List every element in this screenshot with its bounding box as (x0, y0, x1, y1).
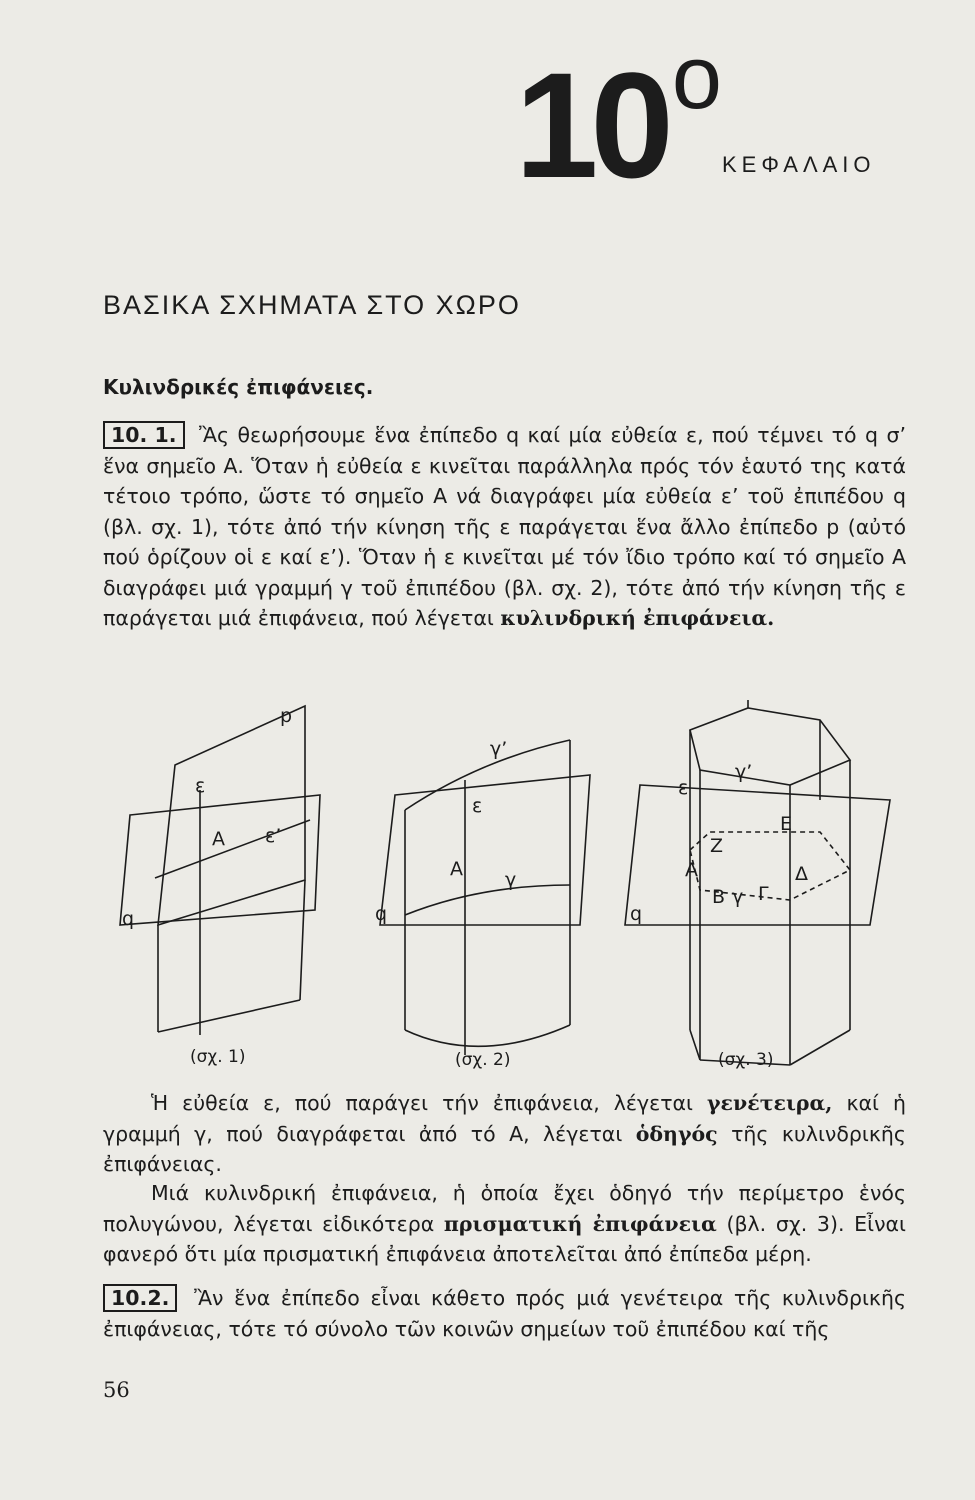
term-prismatic-surface: πρισματική ἐπιφάνεια (443, 1211, 717, 1236)
fig3-label-G: Γ (758, 883, 769, 905)
paragraph-number: 10.2. (103, 1284, 177, 1312)
fig2-curve-gamma-top (405, 740, 570, 810)
fig3-label-q: q (630, 903, 643, 925)
fig2-caption: (σχ. 2) (455, 1050, 511, 1070)
section-title: ΒΑΣΙΚΑ ΣΧΗΜΑΤΑ ΣΤΟ ΧΩΡΟ (103, 290, 521, 320)
fig3-label-Delta: Δ (795, 863, 808, 885)
chapter-degree: o (671, 28, 714, 128)
paragraph-number: 10. 1. (103, 421, 185, 449)
chapter-word: ΚΕΦΑΛΑΙΟ (722, 152, 876, 177)
chapter-number: 10$^o$ (515, 28, 714, 209)
fig1-label-e: ε (195, 775, 206, 797)
term-cylindrical-surface: κυλινδρική ἐπιφάνεια. (500, 606, 775, 630)
fig3-label-gamma-top: γ’ (735, 761, 753, 783)
fig3-label-B: Β (712, 886, 726, 908)
term-directrix: ὁδηγός (635, 1121, 718, 1146)
paragraph-10-1: 10. 1. Ἂς θεωρήσουμε ἕνα ἐπίπεδο q καί μία εὐθεία ε, πού τέμνει τό q σ’ ἕνα σημεῖο Α. Ὅταν ἡ εὐθεία ε κινεῖται παράλληλα πρός τόν ἑαυτό της κατά τέτοιο τρόπο, ὥστε τό σημεῖο Α νά διαγράφει μία εὐθεία ε’ τοῦ ἐπιπέδου q (βλ. σχ. 1), τότε ἀπό τήν κίνηση τῆς ε παράγεται ἕνα ἄλλο ἐπίπεδο p (αὐτό πού ὁρίζουν οἱ ε καί ε’). Ὅταν ἡ ε κινεῖται μέ τόν ἴδιο τρόπο καί τό σημεῖο Α διαγράφει μιά γραμμή γ τοῦ ἐπιπέδου (βλ. σχ. 2), τότε ἀπό τήν κίνηση τῆς ε παράγεται μιά ἐπιφάνεια, πού λέγεται κυλινδρική ἐπιφάνεια. (103, 423, 906, 630)
paragraph-prismatic: Μιά κυλινδρική ἐπιφάνεια, ἡ ὁποία ἔχει ὁδηγό τήν περίμετρο ἑνός πολυγώνου, λέγεται εἰδικότερα πρισματική ἐπιφάνεια (βλ. σχ. 3). Εἶναι φανερό ὅτι μία πρισματική ἐπιφάνεια ἀποτελεῖται ἀπό ἐπίπεδα μέρη. (103, 1181, 906, 1266)
fig1-caption: (σχ. 1) (190, 1047, 246, 1067)
page-number: 56 (103, 1378, 130, 1402)
paragraph-10-2: 10.2. Ἂν ἕνα ἐπίπεδο εἶναι κάθετο πρός μιά γενέτειρα τῆς κυλινδρικῆς ἐπιφάνειας, τότε τό σύνολο τῶν κοινῶν σημείων τοῦ ἐπιπέδου καί τῆς (103, 1286, 906, 1341)
fig1-label-q: q (122, 908, 135, 930)
fig2-label-q: q (375, 903, 388, 925)
fig2-label-A: Α (450, 858, 463, 880)
fig3-label-gamma: γ (732, 886, 744, 908)
fig3-label-A: Α (685, 859, 698, 881)
term-generatrix: γενέτειρα, (707, 1091, 833, 1115)
subsection-title: Κυλινδρικές ἐπιφάνειες. (103, 375, 374, 399)
fig2-label-gamma-top: γ’ (490, 738, 508, 760)
figure-svg (100, 700, 900, 1080)
fig3-label-Z: Ζ (710, 835, 724, 857)
fig1-label-e-prime: ε’ (265, 825, 282, 847)
fig2-label-e: ε (472, 795, 483, 817)
fig1-label-p: p (280, 705, 293, 727)
fig2-curve-gamma (405, 885, 570, 915)
fig1-plane-p (158, 706, 305, 925)
fig2-label-gamma: γ (505, 869, 517, 891)
fig3-label-E: Ε (780, 813, 793, 835)
fig3-caption: (σχ. 3) (718, 1050, 774, 1070)
fig1-label-A: Α (212, 828, 225, 850)
paragraph-generatrix: Ἡ εὐθεία ε, πού παράγει τήν ἐπιφάνεια, λέγεται γενέτειρα, καί ἡ γραμμή γ, πού διαγράφεται ἀπό τό Α, λέγεται ὁδηγός τῆς κυλινδρικῆς ἐπιφάνειας. (103, 1091, 906, 1176)
figures (100, 700, 900, 1080)
fig3-label-e: ε (678, 777, 689, 799)
fig3-hexagon-top (690, 708, 850, 785)
fig1-line-e-prime (155, 820, 310, 878)
fig2-plane-q (380, 775, 590, 925)
